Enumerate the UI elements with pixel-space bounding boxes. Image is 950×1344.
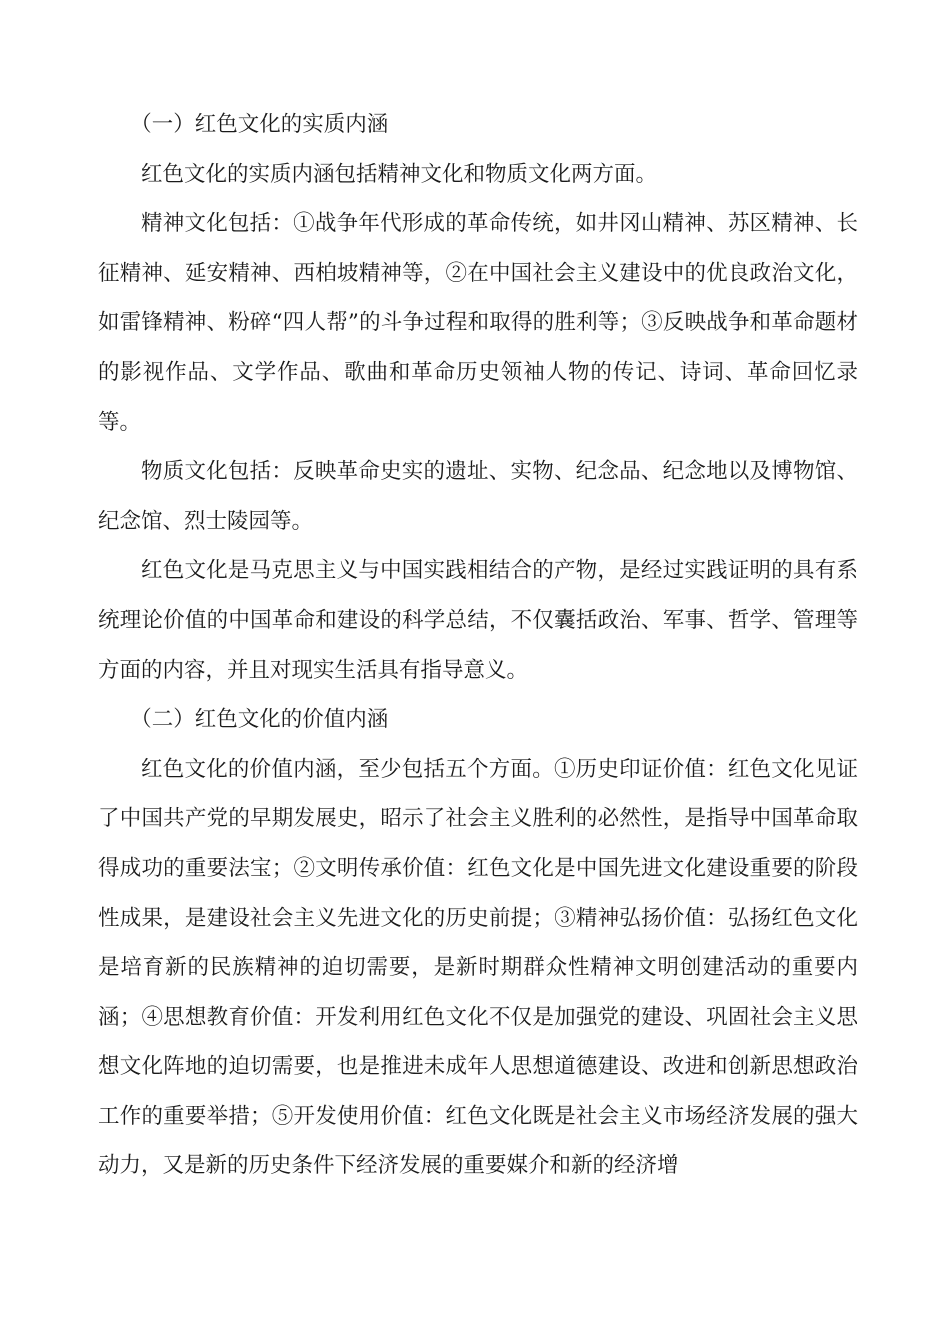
- section-heading: （一）红色文化的实质内涵: [130, 112, 389, 137]
- document-page: [98, 100, 858, 1191]
- paragraph: 物质文化包括：反映革命史实的遗址、实物、纪念品、纪念地以及博物馆、纪念馆、烈士陵园等。: [98, 459, 858, 534]
- section-heading: （二）红色文化的价值内涵: [130, 707, 389, 733]
- paragraph: 红色文化的实质内涵包括精神文化和物质文化两方面。: [141, 161, 658, 187]
- paragraph: 红色文化的价值内涵，至少包括五个方面。①历史印证价值：红色文化见证了中国共产党的早期发展史，昭示了社会主义胜利的必然性，是指导中国革命取得成功的重要法宝；②文明传承价值：红色文化是中国先进文化建设重要的阶段性成果，是建设社会主义先进文化的历史前提；③精神弘扬价值：弘扬红色文化是培育新的民族精神的迫切需要，是新时期群众性精神文明创建活动的重要内涵；④思想教育价值：开发利用红色文化不仅是加强党的建设、巩固社会主义思想文化阵地的迫切需要，也是推进未成年人思想道德建设、改进和创新思想政治工作的重要举措；⑤开发使用价值：红色文化既是社会主义市场经济发展的强大动力，又是新的历史条件下经济发展的重要媒介和新的经济增: [98, 756, 858, 1179]
- paragraph: 精神文化包括：①战争年代形成的革命传统，如井冈山精神、苏区精神、长征精神、延安精神、西柏坡精神等，②在中国社会主义建设中的优良政治文化，如雷锋精神、粉碎“四人帮”的斗争过程和取得的胜利等；③反映战争和革命题材的影视作品、文学作品、歌曲和革命历史领袖人物的传记、诗词、革命回忆录等。: [98, 211, 858, 435]
- paragraph: 红色文化是马克思主义与中国实践相结合的产物，是经过实践证明的具有系统理论价值的中国革命和建设的科学总结，不仅囊括政治、军事、哲学、管理等方面的内容，并且对现实生活具有指导意义。: [98, 558, 858, 683]
